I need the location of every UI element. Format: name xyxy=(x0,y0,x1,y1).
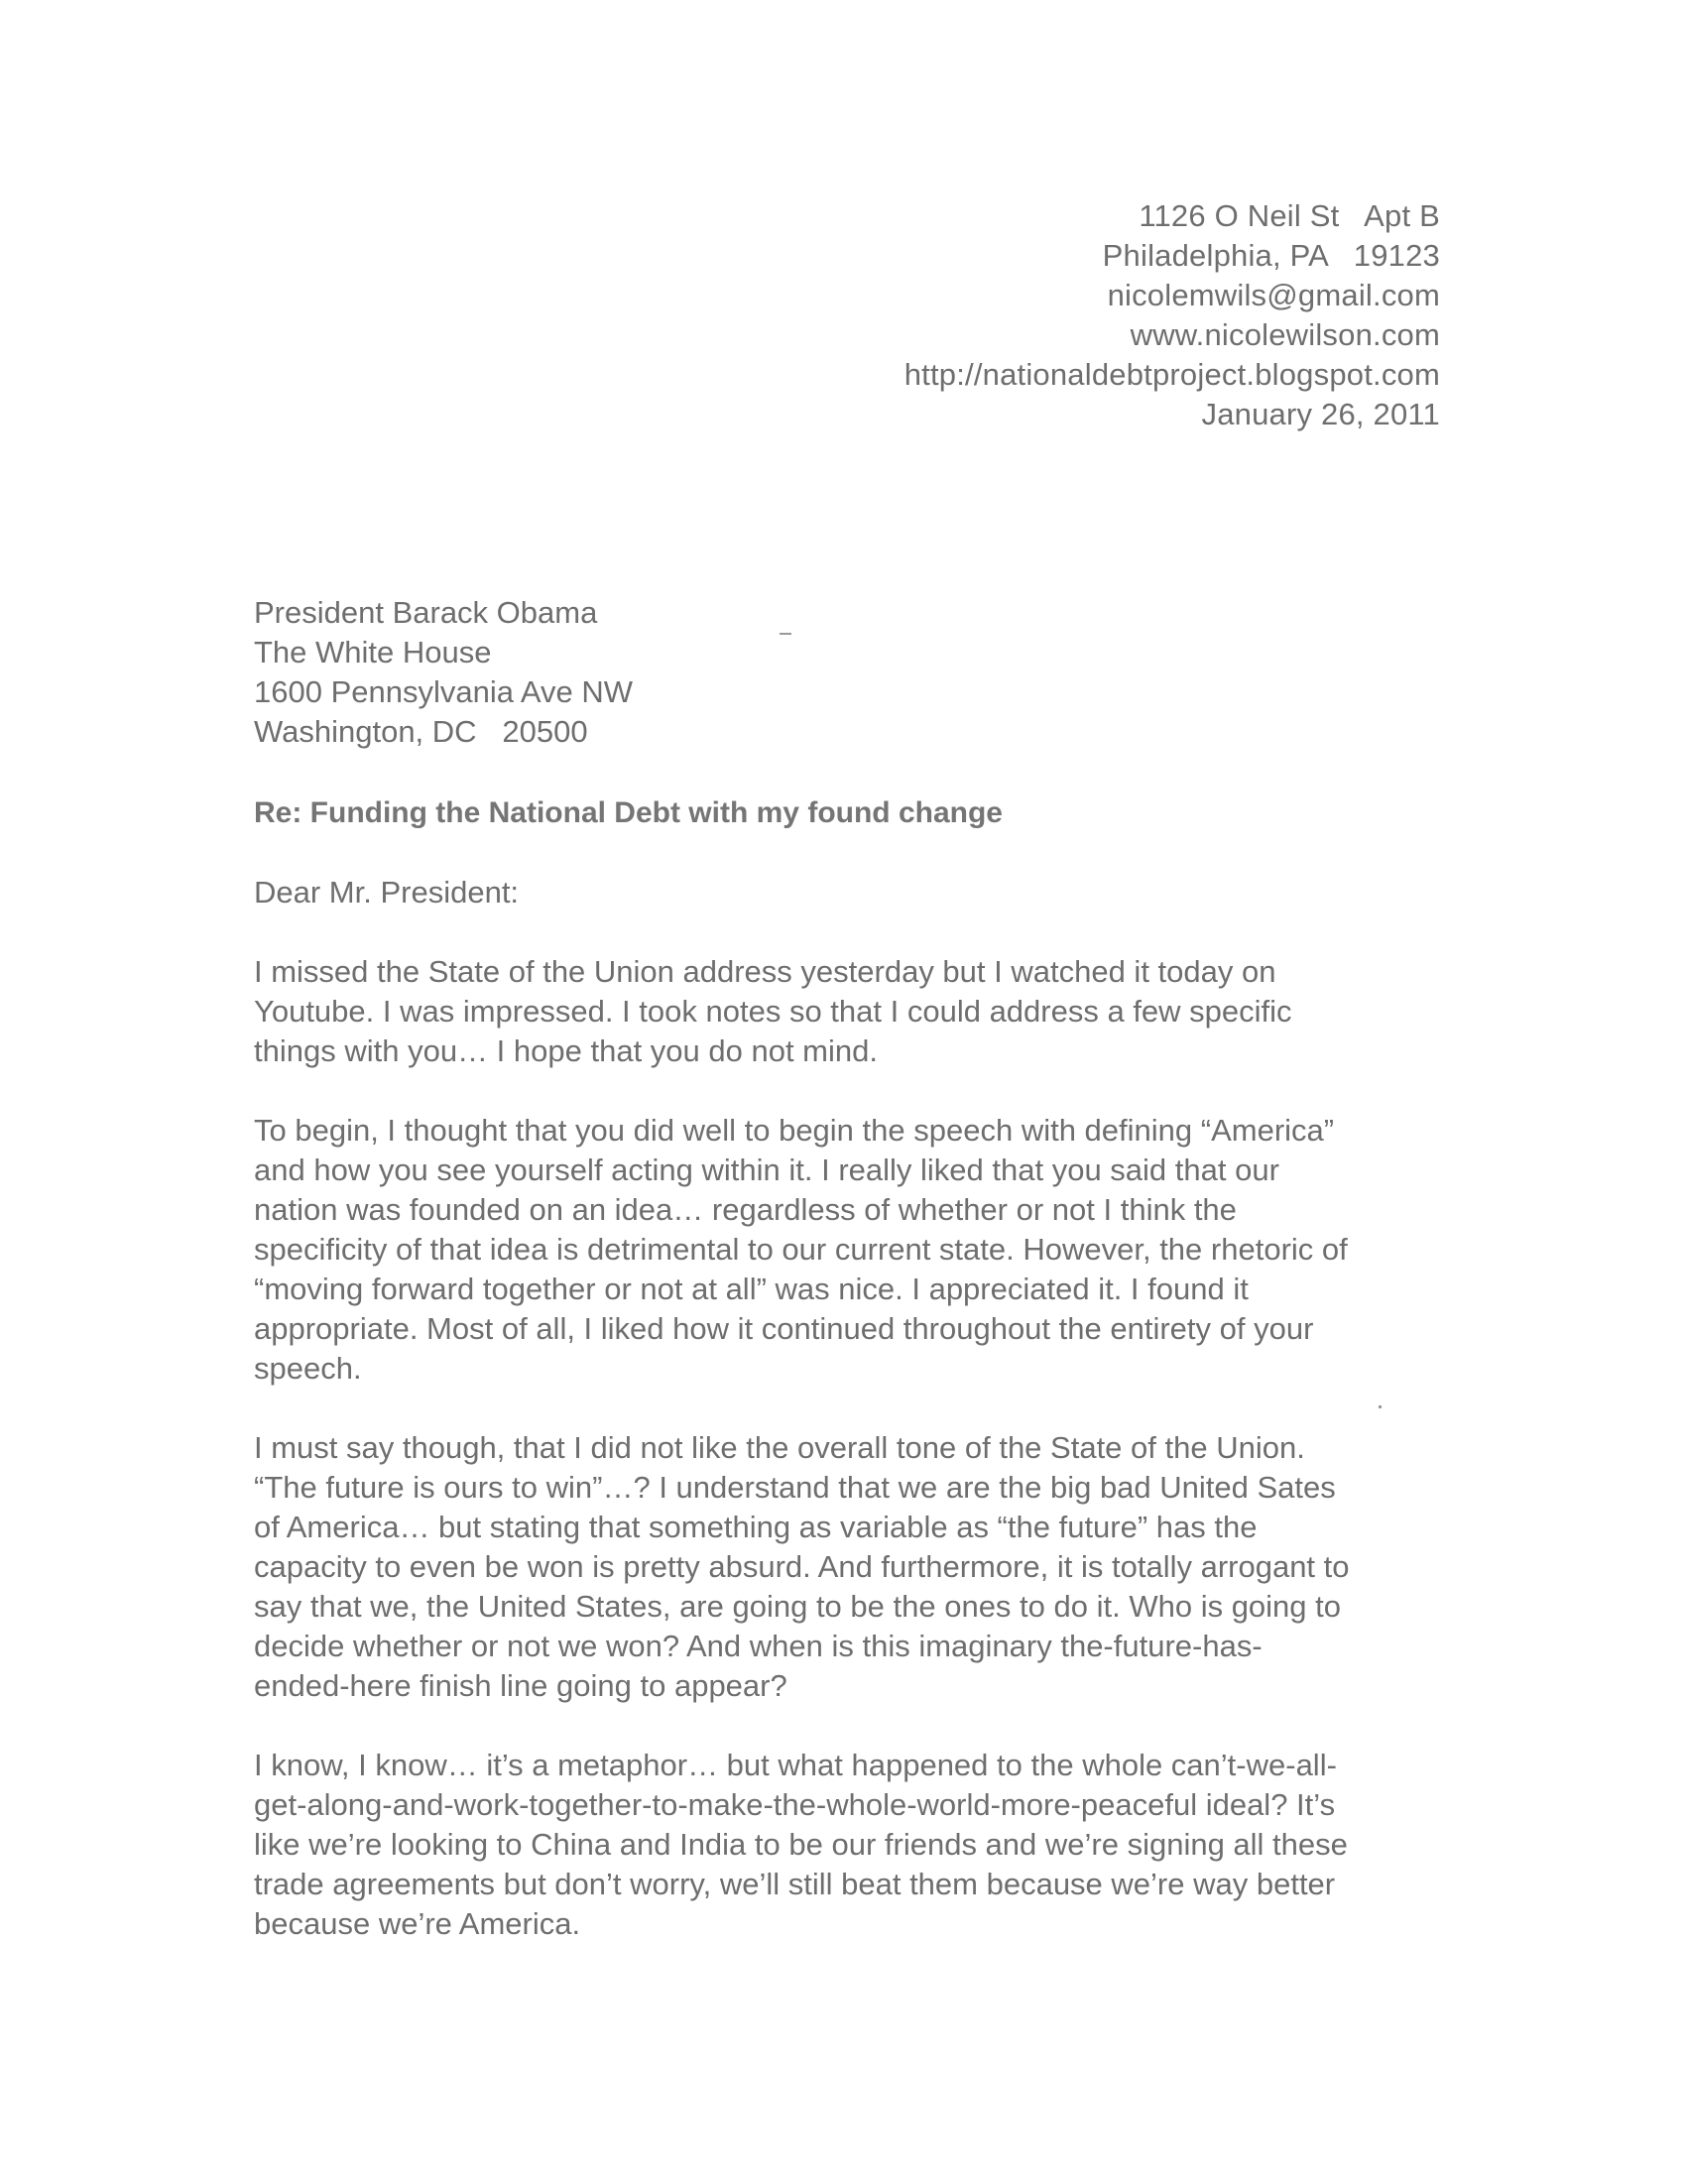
paragraph xyxy=(254,952,1444,1071)
recipient-block xyxy=(254,593,633,752)
scan-speck xyxy=(1379,1405,1382,1408)
sender-address: 1126 O Neil St Apt B xyxy=(1139,198,1440,233)
body-line: speech. xyxy=(254,1351,362,1386)
body-line: I missed the State of the Union address yesterday but I watched it today on xyxy=(254,954,1276,989)
body-line: “The future is ours to win”…? I understand that we are the big bad United Sates xyxy=(254,1470,1336,1505)
body-line: of America… but stating that something as variable as “the future” has the xyxy=(254,1510,1258,1544)
sender-blog: http://nationaldebtproject.blogspot.com xyxy=(903,357,1440,392)
sender-block xyxy=(904,196,1440,434)
body-line: “moving forward together or not at all” was nice. I appreciated it. I found it xyxy=(254,1272,1249,1306)
recipient-city: Washington, DC 20500 xyxy=(254,714,588,749)
paragraph xyxy=(254,1746,1444,1944)
body-line: trade agreements but don’t worry, we’ll still beat them because we’re way better xyxy=(254,1867,1336,1901)
sender-email: nicolemwils@gmail.com xyxy=(1107,278,1440,312)
scan-speck xyxy=(780,633,791,635)
body-line: appropriate. Most of all, I liked how it continued throughout the entirety of your xyxy=(254,1311,1314,1346)
body-line: and how you see yourself acting within it. I really liked that you said that our xyxy=(254,1153,1279,1187)
body-line: I must say though, that I did not like the overall tone of the State of the Union. xyxy=(254,1430,1305,1465)
body-line: To begin, I thought that you did well to begin the speech with defining “America” xyxy=(254,1113,1335,1148)
sender-city: Philadelphia, PA 19123 xyxy=(1102,238,1440,273)
body-line: things with you… I hope that you do not mind. xyxy=(254,1033,878,1068)
paragraph xyxy=(254,1428,1444,1706)
body-line: I know, I know… it’s a metaphor… but what happened to the whole can’t-we-all- xyxy=(254,1748,1337,1782)
letter-date: January 26, 2011 xyxy=(1201,397,1440,431)
body-line: get-along-and-work-together-to-make-the-whole-world-more-peaceful ideal? It’s xyxy=(254,1787,1336,1822)
body-line: ended-here finish line going to appear? xyxy=(254,1668,787,1703)
subject-line: Re: Funding the National Debt with my found change xyxy=(254,796,1003,829)
body-line: like we’re looking to China and India to be our friends and we’re signing all these xyxy=(254,1827,1348,1862)
body-line: specificity of that idea is detrimental to our current state. However, the rhetoric of xyxy=(254,1232,1348,1267)
body-line: decide whether or not we won? And when is this imaginary the-future-has- xyxy=(254,1629,1263,1663)
letter-body xyxy=(254,952,1444,1984)
body-line: capacity to even be won is pretty absurd. And furthermore, it is totally arrogant to xyxy=(254,1549,1350,1584)
body-line: Youtube. I was impressed. I took notes so that I could address a few specific xyxy=(254,994,1292,1029)
salutation: Dear Mr. President: xyxy=(254,875,520,910)
recipient-name: President Barack Obama xyxy=(254,595,598,630)
paragraph xyxy=(254,1111,1444,1389)
body-line: nation was founded on an idea… regardless of whether or not I think the xyxy=(254,1192,1237,1227)
recipient-street: 1600 Pennsylvania Ave NW xyxy=(254,674,633,709)
body-line: because we’re America. xyxy=(254,1906,581,1941)
sender-website: www.nicolewilson.com xyxy=(1130,317,1440,352)
body-line: say that we, the United States, are going to be the ones to do it. Who is going to xyxy=(254,1589,1342,1624)
recipient-org: The White House xyxy=(254,635,492,669)
